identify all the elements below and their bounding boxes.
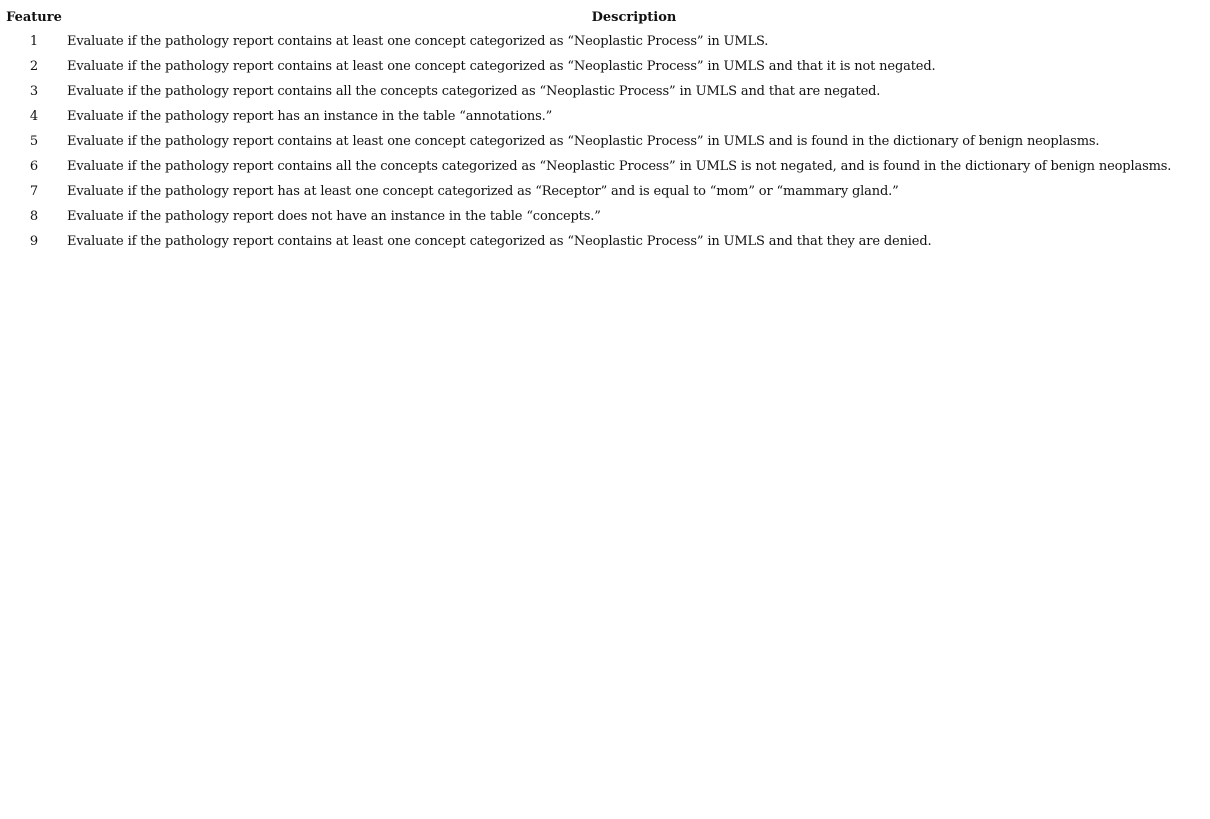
feature-description: Evaluate if the pathology report contains at least one concept categorized as “Neoplastic Process” in UMLS and that it is not negated. xyxy=(67,59,936,74)
feature-number: 8 xyxy=(29,209,39,224)
feature-number: 9 xyxy=(29,234,39,249)
feature-description: Evaluate if the pathology report contains at least one concept categorized as “Neoplastic Process” in UMLS. xyxy=(67,34,769,49)
header-row xyxy=(4,6,1208,29)
feature-description: Evaluate if the pathology report contains at least one concept categorized as “Neoplastic Process” in UMLS and that they are denied. xyxy=(67,234,932,249)
feature-table-container xyxy=(4,6,1208,254)
table-row xyxy=(4,229,1208,254)
feature-description: Evaluate if the pathology report does not have an instance in the table “concepts.” xyxy=(67,209,601,224)
table-body xyxy=(4,29,1208,254)
table-row xyxy=(4,179,1208,204)
feature-description: Evaluate if the pathology report contains all the concepts categorized as “Neoplastic Process” in UMLS and that are negated. xyxy=(67,84,881,99)
table-row xyxy=(4,79,1208,104)
table-row xyxy=(4,154,1208,179)
column-header-feature: Feature xyxy=(6,10,62,25)
feature-number: 2 xyxy=(29,59,39,74)
table-header xyxy=(4,6,1208,29)
feature-number: 3 xyxy=(29,84,39,99)
feature-number: 1 xyxy=(29,34,39,49)
feature-number: 4 xyxy=(29,109,39,124)
feature-description: Evaluate if the pathology report has an instance in the table “annotations.” xyxy=(67,109,553,124)
feature-number: 5 xyxy=(29,134,39,149)
column-header-description: Description xyxy=(591,10,677,25)
feature-description: Evaluate if the pathology report contains at least one concept categorized as “Neoplastic Process” in UMLS and is found in the dictionary of benign neoplasms. xyxy=(67,134,1100,149)
feature-number: 7 xyxy=(29,184,39,199)
feature-table xyxy=(4,6,1208,254)
feature-number: 6 xyxy=(29,159,39,174)
feature-description: Evaluate if the pathology report contains all the concepts categorized as “Neoplastic Process” in UMLS is not negated, and is found in the dictionary of benign neoplasms. xyxy=(67,159,1172,174)
table-row xyxy=(4,29,1208,54)
table-row xyxy=(4,129,1208,154)
feature-description: Evaluate if the pathology report has at least one concept categorized as “Receptor” and is equal to “mom” or “mammary gland.” xyxy=(67,184,899,199)
table-row xyxy=(4,54,1208,79)
table-row xyxy=(4,204,1208,229)
table-row xyxy=(4,104,1208,129)
